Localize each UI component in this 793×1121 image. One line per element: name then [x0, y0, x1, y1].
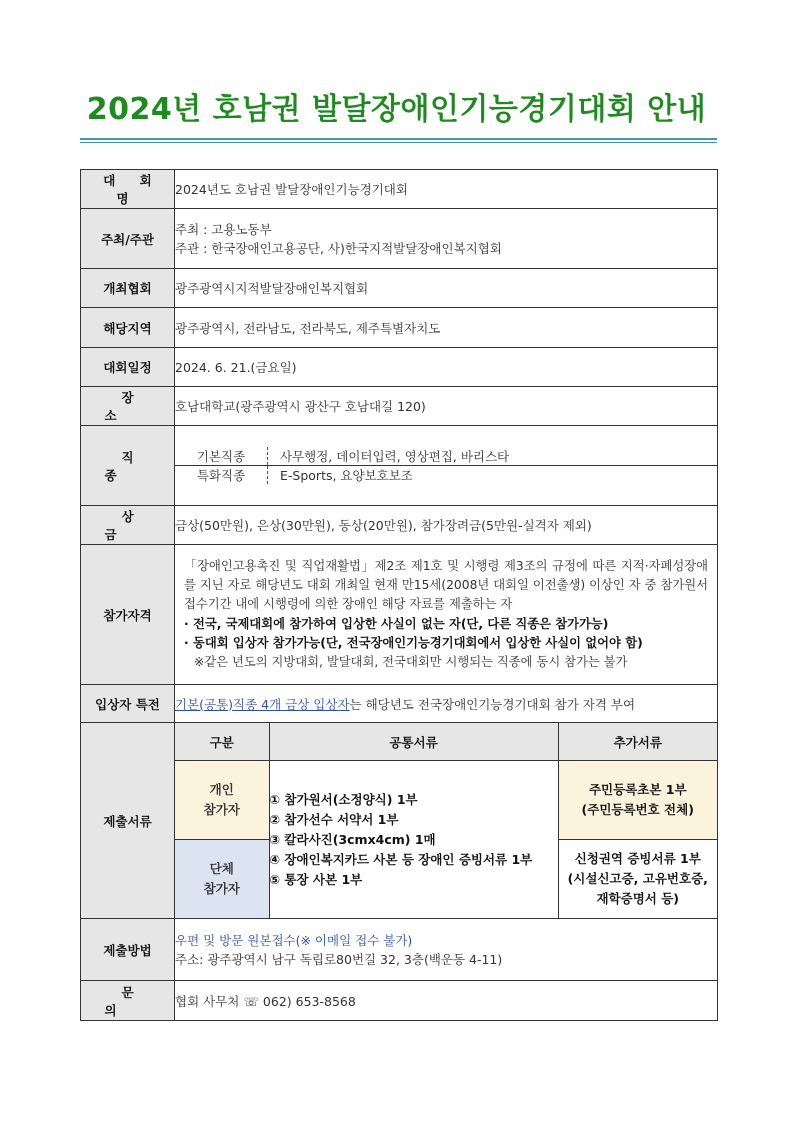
value-method: [175, 919, 718, 981]
label-jobs: 직 종: [81, 426, 175, 506]
jobs-special-row: [175, 466, 717, 485]
value-contact: 협회 사무처 ☏ 062) 653-8568: [175, 981, 718, 1021]
page-title: 2024년 호남권 발달장애인기능경기대회 안내: [86, 92, 707, 127]
row-contact: [81, 981, 718, 1021]
documents-header: [175, 723, 717, 761]
info-table: [80, 169, 718, 1021]
row-date: [81, 348, 718, 387]
value-qualification: [175, 545, 718, 685]
value-benefit: [175, 685, 718, 723]
jobs-basic-row: [175, 447, 717, 466]
row-benefit: [81, 685, 718, 723]
value-date: 2024. 6. 21.(금요일): [175, 348, 718, 387]
value-jobs: [175, 426, 718, 506]
title-divider-thin: [80, 142, 717, 143]
common-doc-1: ① 참가원서(소정양식) 1부: [269, 791, 418, 807]
hdr-type: 구분: [175, 723, 269, 761]
row-host: [81, 209, 718, 269]
documents-row-individual: [175, 761, 717, 840]
value-region: 광주광역시, 전라남도, 전라북도, 제주특별자치도: [175, 308, 718, 348]
jobs-special-value: E-Sports, 요양보호보조: [280, 468, 413, 483]
value-association: 광주광역시지적발달장애인복지협회: [175, 269, 718, 308]
label-contact: 문 의: [81, 981, 175, 1021]
jobs-basic-kind: 기본직종: [175, 447, 268, 466]
label-benefit: 입상자 특전: [81, 685, 175, 723]
qualification-text: 「장애인고용촉진 및 직업재활법」제2조 제1호 및 시행령 제3조의 규정에 따른 지적·자폐성장애를 지닌 자로 해당년도 대회 개최일 현재 만15세(2008년 대회일 이전출생) 이상인 자 중 참가원서 접수기간 내에 시행령에 의한 장애인 해당 자료를 제출하는 자: [184, 558, 708, 612]
label-region: 해당지역: [81, 308, 175, 348]
row-jobs: [81, 426, 718, 506]
common-doc-5: ⑤ 통장 사본 1부: [269, 871, 363, 887]
qualification-note: ※같은 년도의 지방대회, 발달대회, 전국대회만 시행되는 직종에 동시 참가는 불가: [194, 654, 628, 669]
jobs-subtable: [175, 447, 717, 484]
value-prize: 금상(50만원), 은상(30만원), 동상(20만원), 참가장려금(5만원-실격자 제외): [175, 506, 718, 545]
row-prize: [81, 506, 718, 545]
benefit-rest: 는 해당년도 전국장애인기능경기대회 참가 자격 부여: [349, 696, 636, 712]
row-qualification: [81, 545, 718, 685]
label-association: 개최협회: [81, 269, 175, 308]
common-doc-3: ③ 칼라사진(3cmx4cm) 1매: [269, 831, 436, 847]
type-group: 단체 참가자: [175, 840, 269, 919]
label-qualification: 참가자격: [81, 545, 175, 685]
label-prize: 상 금: [81, 506, 175, 545]
extra-individual: 주민등록초본 1부 (주민등록번호 전체): [558, 761, 717, 840]
host-line-1: 주최 : 고용노동부: [175, 221, 272, 237]
hdr-extra: 추가서류: [558, 723, 717, 761]
value-event-name: 2024년도 호남권 발달장애인기능경기대회: [175, 170, 718, 209]
row-method: [81, 919, 718, 981]
method-line-2: 주소: 광주광역시 남구 독립로80번길 32, 3층(백운동 4-11): [175, 951, 503, 967]
qualification-bullet-1: · 전국, 국제대회에 참가하여 입상한 사실이 없는 자(단, 다른 직종은 참가가능): [184, 616, 609, 631]
title-divider: [80, 138, 717, 140]
label-method: 제출방법: [81, 919, 175, 981]
value-documents: [175, 723, 718, 919]
method-line-1: 우편 및 방문 원본접수(※ 이메일 접수 불가): [175, 932, 413, 948]
jobs-basic-value: 사무행정, 데이터입력, 영상편집, 바리스타: [268, 447, 718, 466]
jobs-special-kind: 특화직종: [175, 466, 268, 485]
row-region: [81, 308, 718, 348]
label-host: 주최/주관: [81, 209, 175, 269]
common-documents: [269, 761, 558, 919]
host-line-2: 주관 : 한국장애인고용공단, 사)한국지적발달장애인복지협회: [175, 240, 502, 256]
qualification-bullet-2: · 동대회 입상자 참가가능(단, 전국장애인기능경기대회에서 입상한 사실이 없어야 함): [184, 635, 643, 650]
value-place: 호남대학교(광주광역시 광산구 호남대길 120): [175, 387, 718, 426]
documents-table: [175, 723, 717, 918]
value-host: [175, 209, 718, 269]
type-individual: 개인 참가자: [175, 761, 269, 840]
common-doc-2: ② 참가선수 서약서 1부: [269, 811, 399, 827]
label-place: 장 소: [81, 387, 175, 426]
benefit-link[interactable]: 기본(공통)직종 4개 금상 입상자: [175, 696, 350, 712]
row-event-name: [81, 170, 718, 209]
label-documents: 제출서류: [81, 723, 175, 919]
label-date: 대회일정: [81, 348, 175, 387]
row-place: [81, 387, 718, 426]
row-documents: [81, 723, 718, 919]
hdr-common: 공통서류: [269, 723, 558, 761]
extra-group: 신청권역 증빙서류 1부 (시설신고증, 고유번호증, 재학증명서 등): [558, 840, 717, 919]
row-association: [81, 269, 718, 308]
common-doc-4: ④ 장애인복지카드 사본 등 장애인 증빙서류 1부: [269, 851, 533, 867]
label-event-name: 대 회 명: [81, 170, 175, 209]
